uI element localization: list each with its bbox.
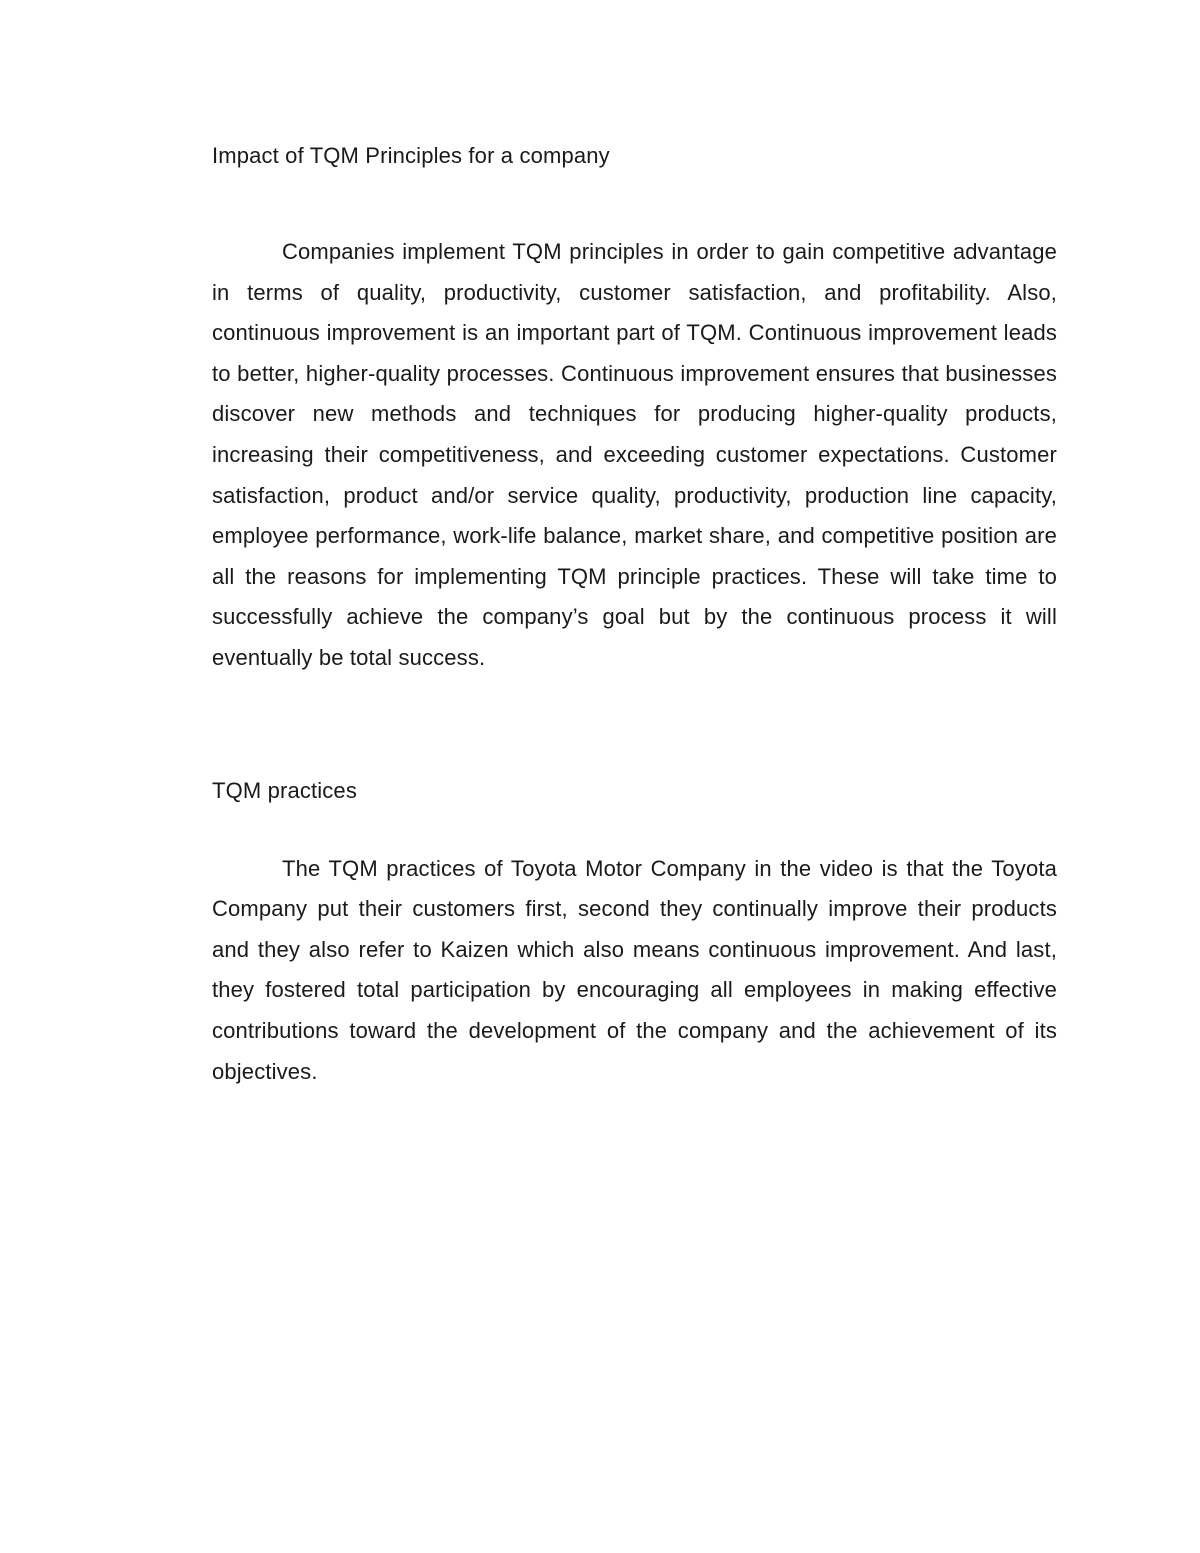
document-body — [212, 138, 1057, 1092]
section-heading-impact: Impact of TQM Principles for a company — [212, 143, 610, 168]
section-paragraph-practices: The TQM practices of Toyota Motor Company in the video is that the Toyota Company put their customers first, second they continually improve their products and they also refer to Kaizen which also means continuous improvement. And last, they fostered total participation by encouraging all employees in making effective contributions toward the development of the company and the achievement of its objectives. — [212, 855, 1057, 1084]
section-paragraph-impact: Companies implement TQM principles in order to gain competitive advantage in terms of quality, productivity, customer satisfaction, and profitability. Also, continuous improvement is an important part of TQM. Continuous improvement leads to better, higher-quality processes. Continuous improvement ensures that businesses discover new methods and techniques for producing higher-quality products, increasing their competitiveness, and exceeding customer expectations. Customer satisfaction, product and/or service quality, productivity, production line capacity, employee performance, work-life balance, market share, and competitive position are all the reasons for implementing TQM principle practices. These will take time to successfully achieve the company’s goal but by the continuous process it will eventually be total success. — [212, 239, 1057, 670]
section-heading-practices: TQM practices — [212, 777, 357, 803]
